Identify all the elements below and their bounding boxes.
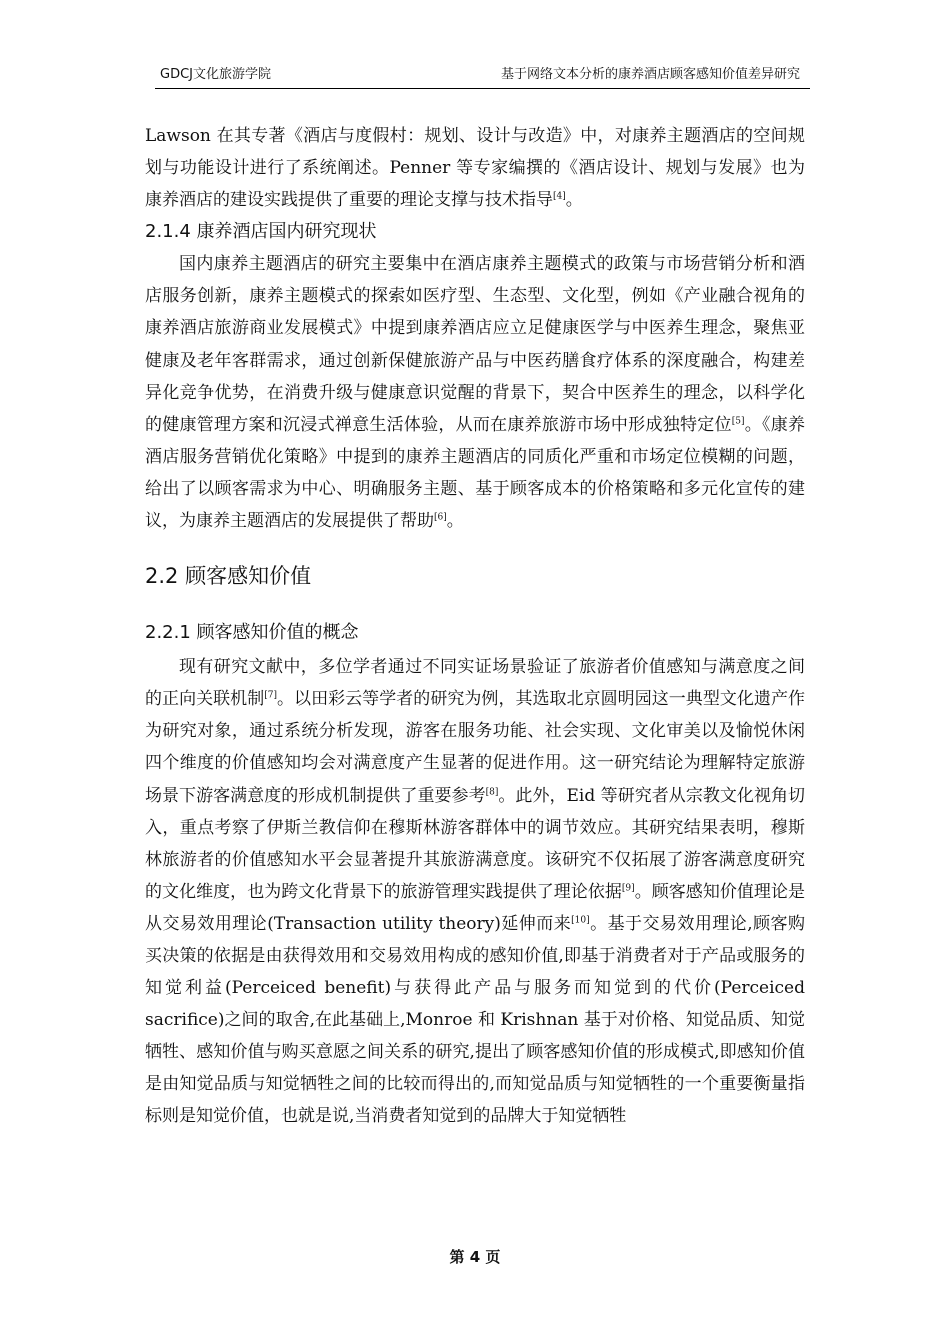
paragraph-lawson: [145, 120, 805, 216]
citation-7: [7]: [264, 690, 277, 701]
paragraph-end: 。: [565, 190, 583, 211]
citation-10: [10]: [571, 915, 590, 926]
citation-4: [4]: [553, 191, 566, 202]
page-number: 第 4 页: [449, 1248, 501, 1266]
citation-8: [8]: [485, 786, 499, 797]
paragraph-text: 。基于交易效用理论,顾客购买决策的依据是由获得效用和交易效用构成的感知价值,即基于消费者对于产品或服务的知觉利益(Perceiced benefit)与获得此产品与服务而知觉到的代价(Perceiced sacrifice)之间的取舍,在此基础上,Monroe 和 Krishnan 基于对价格、知觉品质、知觉牺牲、感知价值与购买意愿之间关系的研究,提出了顾客感知价值的形成模式,即感知价值是由知觉品质与知觉牺牲之间的比较而得出的,而知觉品质与知觉牺牲的一个重要衡量指标则是知觉价值，也就是说,当消费者知觉到的品牌大于知觉牺牲: [145, 913, 805, 1127]
section-heading-2-1-4: 2.1.4 康养酒店国内研究现状: [145, 221, 377, 243]
paragraph-text: 。顾客感知价值理论是从交易效用理论(Transaction utility theory)延伸而来: [145, 881, 806, 934]
paragraph-text: 。此外，Eid 等研究者从宗教文化视角切入，重点考察了伊斯兰教信仰在穆斯林游客群体中的调节效应。其研究结果表明，穆斯林旅游者的价值感知水平会显著提升其旅游满意度。该研究不仅拓展了游客满意度研究的文化维度，也为跨文化背景下的旅游管理实践提供了理论依据: [145, 785, 806, 902]
section-heading-2-2-1: 2.2.1 顾客感知价值的概念: [145, 622, 359, 644]
paragraph-text: 国内康养主题酒店的研究主要集中在酒店康养主题模式的政策与市场营销分析和酒店服务创新，康养主题模式的探索如医疗型、生态型、文化型，例如《产业融合视角的康养酒店旅游商业发展模式》中提到康养酒店应立足健康医学与中医养生理念，聚焦亚健康及老年客群需求，通过创新保健旅游产品与中医药膳食疗体系的深度融合，构建差异化竞争优势，在消费升级与健康意识觉醒的背景下，契合中医养生的理念，以科学化的健康管理方案和沉浸式禅意生活体验，从而在康养旅游市场中形成独特定位: [145, 254, 805, 435]
paragraph-text: 现有研究文献中，多位学者通过不同实证场景验证了旅游者价值感知与满意度之间的正向关联机制: [145, 657, 805, 710]
citation-5: [5]: [731, 416, 745, 427]
page-header: [155, 66, 810, 89]
header-institution: GDCJ文化旅游学院: [160, 67, 271, 82]
paragraph-text: 。《康养酒店服务营销优化策略》中提到的康养主题酒店的同质化严重和市场定位模糊的问题，给出了以顾客需求为中心、明确服务主题、基于顾客成本的价格策略和多元化宣传的建议，为康养主题酒店的发展提供了帮助: [145, 414, 806, 532]
section-heading-2-2: 2.2 顾客感知价值: [145, 564, 312, 589]
citation-6: [6]: [434, 512, 447, 523]
paragraph-end: 。: [446, 511, 464, 532]
paragraph-domestic-research: [145, 248, 805, 537]
paragraph-text: Lawson 在其专著《酒店与度假村：规划、设计与改造》中，对康养主题酒店的空间规划与功能设计进行了系统阐述。Penner 等专家编撰的《酒店设计、规划与发展》也为康养酒店的建设实践提供了重要的理论支撑与技术指导: [145, 126, 805, 211]
page-content: [145, 120, 805, 1133]
header-thesis-title: 基于网络文本分析的康养酒店顾客感知价值差异研究: [500, 67, 800, 82]
paragraph-text: 。以田彩云等学者的研究为例，其选取北京圆明园这一典型文化遗产作为研究对象，通过系统分析发现，游客在服务功能、社会实现、文化审美以及愉悦休闲四个维度的价值感知均会对满意度产生显著的促进作用。这一研究结论为理解特定旅游场景下游客满意度的形成机制提供了重要参考: [145, 689, 806, 806]
citation-9: [9]: [621, 883, 635, 894]
paragraph-perceived-value: [145, 651, 805, 1132]
